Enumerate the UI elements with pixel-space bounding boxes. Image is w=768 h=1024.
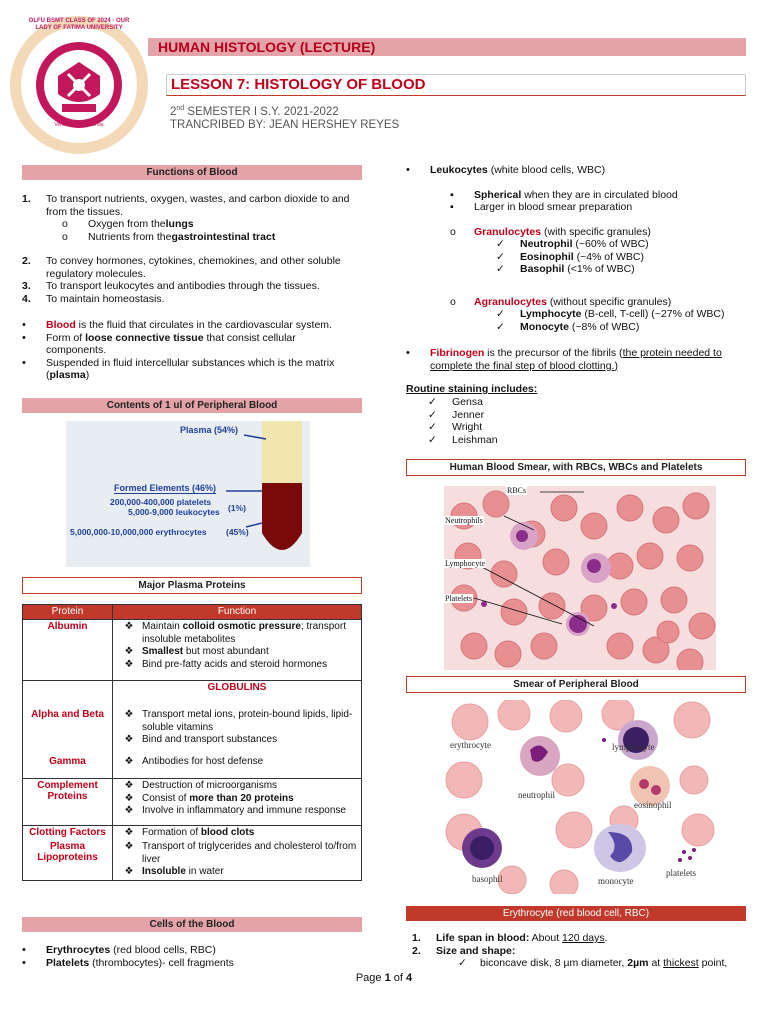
lymphocyte-label-2: lymphocyte [612, 742, 655, 752]
basophil-label: basophil [472, 874, 503, 884]
list-item: • Fibrinogen is the precursor of the fibrils (the protein needed to complete the final step of blood clotting.) [406, 347, 722, 372]
functions-heading: Functions of Blood [22, 165, 362, 180]
rbc-heading: Erythrocyte (red blood cell, RBC) [406, 906, 746, 921]
eosinophil-label: eosinophil [634, 800, 672, 810]
neutrophil-label: neutrophil [518, 790, 555, 800]
staining-title: Routine staining includes: [406, 383, 538, 395]
cells-heading: Cells of the Blood [22, 917, 362, 932]
table-row: Clotting Factors ❖ Formation of blood clots [23, 825, 362, 840]
list-item: ✓ biconcave disk, 8 µm diameter, 2µm at thickest point, [458, 957, 728, 969]
plasma-proteins-heading: Major Plasma Proteins [22, 577, 362, 594]
seal-text: OLFU BSMT CLASS OF 2024 · OUR LADY OF FATIMA UNIVERSITY [28, 18, 130, 31]
university-seal [8, 14, 150, 156]
list-item: ▪ Spherical when they are in circulated blood [450, 188, 678, 201]
table-row: Alpha and Beta ❖ Transport metal ions, protein-bound lipids, lipid-soluble vitamins ❖ Bind and transport substances [23, 699, 362, 748]
leukocytes-section [406, 164, 746, 372]
one-percent-label: (1%) [228, 503, 246, 513]
smear2-image [444, 700, 716, 894]
list-item: o Nutrients from the gastrointestinal tract [62, 230, 276, 243]
semester-line: 2nd SEMESTER I S.Y. 2021-2022 [170, 105, 339, 118]
list-item: ✓ Leishman [428, 433, 498, 446]
list-item: ✓ Eosinophil (~4% of WBC) [496, 250, 644, 263]
list-item: ✓ Neutrophil (~60% of WBC) [496, 238, 649, 250]
list-item: ✓ Basophil (<1% of WBC) [496, 263, 635, 275]
rbcs-label: RBCs [507, 486, 527, 495]
list-item: • Form of loose connective tissue that consist cellular components. [22, 331, 296, 356]
seal-motto: Veritas et Misericordia [54, 122, 104, 128]
smear1-image [444, 486, 716, 670]
list-item: ✓ Monocyte (~8% of WBC) [496, 320, 640, 333]
smear1-heading: Human Blood Smear, with RBCs, WBCs and Platelets [406, 459, 746, 476]
list-item: ✓ Jenner [428, 408, 485, 421]
list-item: • Suspended in fluid intercellular substances which is the matrix (plasma) [22, 356, 335, 381]
list-item: • Platelets (thrombocytes)- cell fragments [22, 956, 234, 969]
list-item: • Erythrocytes (red blood cells, RBC) [22, 944, 216, 956]
course-banner: HUMAN HISTOLOGY (LECTURE) [148, 38, 746, 56]
cells-list [22, 944, 362, 969]
list-item: ✓ Gensa [428, 396, 483, 408]
staining-section [406, 383, 746, 446]
monocyte-label: monocyte [598, 876, 634, 886]
list-item: o Granulocytes (with specific granules) [450, 225, 651, 238]
table-row: Complement Proteins ❖ Destruction of microorganisms ❖ Consist of more than 20 proteins ❖ Involve in inflammatory and immune response [23, 779, 362, 826]
erythrocyte-label: erythrocyte [450, 740, 491, 750]
col-protein: Protein [23, 605, 113, 620]
erythrocytes-label: 5,000,000-10,000,000 erythrocytes [70, 527, 207, 537]
plasma-label: Plasma (54%) [180, 425, 239, 435]
plasma-proteins-table [22, 604, 362, 881]
page-footer: Page 1 of 4 [355, 972, 413, 984]
neutrophils-label: Neutrophils [445, 516, 483, 525]
list-item: • Leukocytes (white blood cells, WBC) [406, 164, 606, 176]
list-item: ✓ Lymphocyte (B-cell, T-cell) (~27% of WBC) [496, 308, 725, 320]
list-item: 1. To transport nutrients, oxygen, wastes, and carbon dioxide to and from the tissues. [22, 193, 350, 218]
list-item: ✓ Wright [428, 421, 483, 433]
list-item: ▪ Larger in blood smear preparation [450, 201, 633, 213]
table-row: Plasma Lipoproteins ❖ Transport of triglycerides and cholesterol to/from liver ❖ Insoluble in water [23, 840, 362, 880]
list-item: 3. To transport leukocytes and antibodies through the tissues. [22, 280, 320, 292]
table-row: Albumin ❖ Maintain colloid osmotic pressure; transport insoluble metabolites ❖ Smallest but most abundant ❖ Bind pre-fatty acids and steroid hormones [23, 620, 362, 681]
leukocytes-label: 5,000-9,000 leukocytes [128, 507, 220, 517]
platelets-label-1: Platelets [445, 594, 473, 603]
smear2-heading: Smear of Peripheral Blood [406, 676, 746, 693]
formed-label: Formed Elements (46%) [114, 483, 217, 493]
platelets-label-2: platelets [666, 868, 696, 878]
blood-tube-figure [66, 421, 310, 567]
list-item: • Blood is the fluid that circulates in the cardiovascular system. [22, 319, 332, 331]
list-item: o Agranulocytes (without specific granules) [450, 295, 672, 308]
contents-heading: Contents of 1 ul of Peripheral Blood [22, 398, 362, 413]
lymphocyte-label: Lymphocyte [445, 559, 485, 568]
functions-list [22, 193, 362, 382]
table-row: Gamma ❖ Antibodies for host defense [23, 748, 362, 779]
rbc-list [412, 932, 746, 970]
fortyfive-percent-label: (45%) [226, 527, 249, 537]
list-item: 1. Life span in blood: About 120 days. [412, 932, 608, 944]
table-row: GLOBULINS [23, 681, 362, 700]
list-item: 4. To maintain homeostasis. [22, 292, 165, 305]
col-function: Function [113, 605, 362, 620]
transcriber-line: TRANCRIBED BY: JEAN HERSHEY REYES [170, 119, 400, 131]
list-item: 2. To convey hormones, cytokines, chemokines, and other soluble regulatory molecules. [22, 255, 341, 280]
list-item: 2. Size and shape: [412, 944, 516, 957]
lesson-title: LESSON 7: HISTOLOGY OF BLOOD [166, 74, 746, 96]
platelets-label: 200,000-400,000 platelets [110, 497, 212, 507]
list-item: o Oxygen from the lungs [62, 218, 194, 230]
